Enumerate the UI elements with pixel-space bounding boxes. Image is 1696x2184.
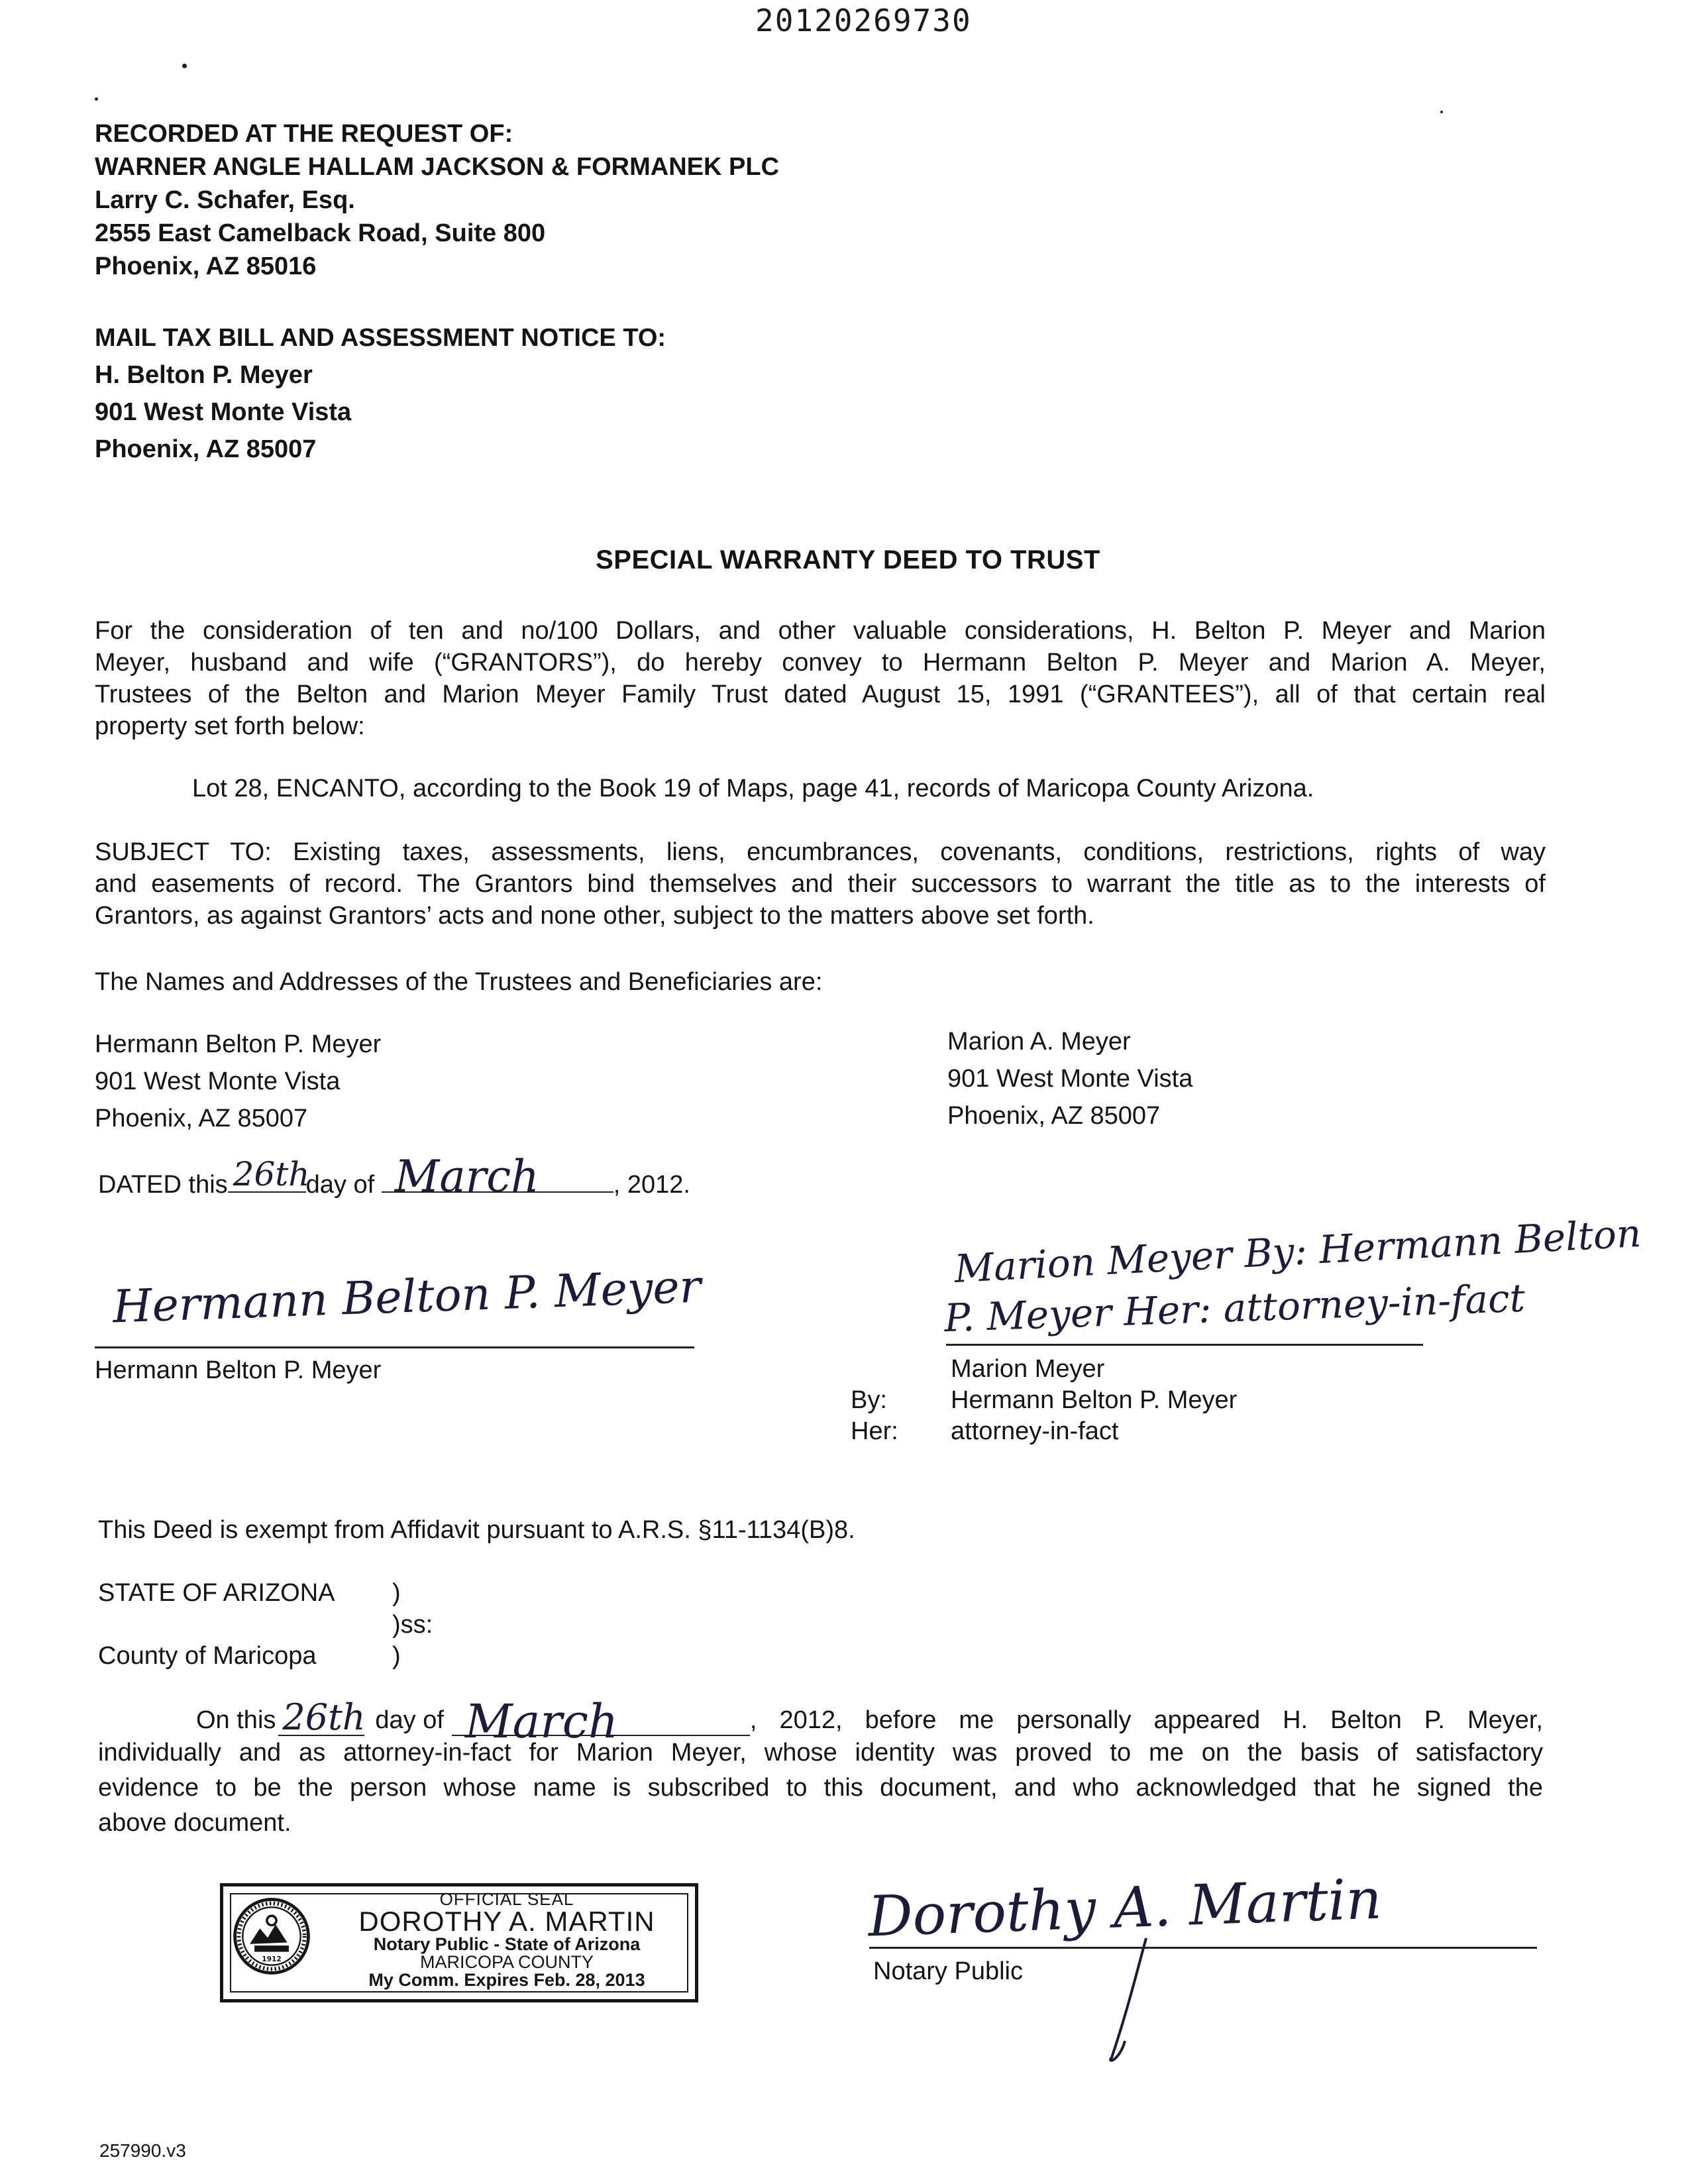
mail-tax-street: 901 West Monte Vista: [95, 398, 352, 426]
trustee-name: Marion A. Meyer: [947, 1028, 1131, 1056]
ack-day-of: day of: [375, 1706, 444, 1734]
ack-line: above document.: [98, 1809, 292, 1837]
mail-tax-heading: MAIL TAX BILL AND ASSESSMENT NOTICE TO:: [95, 324, 666, 352]
acknowledgment-line1: [196, 1694, 1543, 1749]
trustee-name: Hermann Belton P. Meyer: [95, 1030, 382, 1058]
scan-speck: [1440, 111, 1443, 113]
seal-line: MARICOPA COUNTY: [419, 1952, 594, 1972]
trustee-street: 901 West Monte Vista: [947, 1065, 1193, 1093]
footer-code: 257990.v3: [99, 2140, 186, 2161]
ack-line1-rest: , 2012, before me personally appeared H. Belton P. Meyer,: [749, 1706, 1543, 1734]
exempt-statement: This Deed is exempt from Affidavit pursuant to A.R.S. §11-1134(B)8.: [98, 1516, 855, 1544]
seal-line: Notary Public - State of Arizona: [373, 1934, 641, 1954]
notary-label: Notary Public: [873, 1957, 1023, 1985]
trustees-heading: The Names and Addresses of the Trustees and Beneficiaries are:: [95, 968, 823, 996]
document-number: 20120269730: [755, 3, 972, 38]
grantor2-label: Marion Meyer: [951, 1355, 1105, 1383]
recorded-request-heading: RECORDED AT THE REQUEST OF:: [95, 120, 513, 148]
acknowledgment-body: [98, 1735, 1543, 1841]
consideration-line: property set forth below:: [95, 712, 365, 740]
svg-text:1912: 1912: [262, 1954, 282, 1963]
subject-to-line: SUBJECT TO: Existing taxes, assessments, liens, encumbrances, covenants, conditions, restrictions, rights of way: [95, 838, 1546, 866]
dated-day-handwritten: 26th: [233, 1155, 310, 1193]
mail-tax-name: H. Belton P. Meyer: [95, 361, 313, 389]
grantor2-signature-line: [946, 1344, 1423, 1346]
scan-speck: [95, 97, 98, 101]
trustee-address: [95, 1026, 381, 1137]
trustee-city: Phoenix, AZ 85007: [947, 1102, 1161, 1130]
grantor1-label: Hermann Belton P. Meyer: [95, 1356, 382, 1384]
dated-line: [98, 1151, 690, 1202]
grantor1-signature: Hermann Belton P. Meyer: [111, 1260, 702, 1334]
consideration-line: Meyer, husband and wife (“GRANTORS”), do hereby convey to Hermann Belton P. Meyer and Marion A. Meyer,: [95, 649, 1546, 677]
subject-to-line: Grantors, as against Grantors’ acts and none other, subject to the matters above set forth.: [95, 902, 1094, 930]
grantor2-signature-line1: Marion Meyer By: Hermann Belton: [953, 1210, 1642, 1292]
trustee-address: [947, 1023, 1192, 1134]
deed-title: SPECIAL WARRANTY DEED TO TRUST: [596, 545, 1100, 574]
recorded-request-attorney: Larry C. Schafer, Esq.: [95, 186, 355, 214]
grantor1-signature-line: [95, 1346, 694, 1348]
her-label: Her:: [851, 1417, 898, 1445]
trustee-street: 901 West Monte Vista: [95, 1067, 341, 1095]
notary-signature-line: [869, 1947, 1537, 1949]
recorded-request-block: [95, 117, 779, 283]
recorded-request-street: 2555 East Camelback Road, Suite 800: [95, 219, 546, 247]
consideration-paragraph: [95, 615, 1546, 742]
by-label: By:: [851, 1386, 887, 1414]
notary-seal: [220, 1883, 698, 2002]
subject-to-paragraph: [95, 836, 1546, 932]
subject-to-line: and easements of record. The Grantors bind themselves and their successors to warrant the title as to the interests of: [95, 870, 1546, 898]
mail-tax-block: [95, 319, 666, 468]
venue-paren: ): [392, 1579, 401, 1607]
ack-line: evidence to be the person whose name is subscribed to this document, and who acknowledged that he signed the: [98, 1774, 1543, 1802]
venue-paren: ): [392, 1642, 401, 1670]
seal-notary-name: DOROTHY A. MARTIN: [358, 1906, 655, 1937]
consideration-line: Trustees of the Belton and Marion Meyer Family Trust dated August 15, 1991 (“GRANTEES”), all of that certain real: [95, 681, 1546, 708]
dated-month-handwritten: March: [394, 1151, 539, 1202]
recorded-request-firm: WARNER ANGLE HALLAM JACKSON & FORMANEK PLC: [95, 153, 780, 181]
ack-line: individually and as attorney-in-fact for Marion Meyer, whose identity was proved to me on the basis of satisfactory: [98, 1739, 1543, 1767]
venue-county: County of Maricopa: [98, 1642, 317, 1670]
arizona-seal-emblem-icon: [233, 1897, 311, 1975]
ack-month-handwritten: March: [464, 1694, 619, 1749]
seal-line: My Comm. Expires Feb. 28, 2013: [368, 1970, 645, 1990]
seal-line: OFFICIAL SEAL: [439, 1889, 574, 1909]
venue-ss: )ss:: [392, 1611, 433, 1639]
dated-prefix: DATED this: [98, 1171, 228, 1199]
ack-prefix: On this: [196, 1706, 276, 1734]
recorded-request-city: Phoenix, AZ 85016: [95, 252, 317, 280]
her-value: attorney-in-fact: [951, 1417, 1119, 1445]
consideration-line: For the consideration of ten and no/100 Dollars, and other valuable considerations, H. Belton P. Meyer and Marion: [95, 617, 1546, 645]
scan-speck: [182, 64, 187, 68]
notary-signature: Dorothy A. Martin: [867, 1866, 1383, 1949]
mail-tax-city: Phoenix, AZ 85007: [95, 435, 317, 463]
dated-suffix: , 2012.: [613, 1171, 690, 1199]
grantor2-signature-line2: P. Meyer Her: attorney-in-fact: [943, 1275, 1526, 1341]
ack-day-handwritten: 26th: [282, 1696, 366, 1738]
by-value: Hermann Belton P. Meyer: [951, 1386, 1238, 1414]
trustee-city: Phoenix, AZ 85007: [95, 1105, 308, 1132]
venue-state: STATE OF ARIZONA: [98, 1579, 335, 1607]
legal-description: Lot 28, ENCANTO, according to the Book 19 of Maps, page 41, records of Maricopa County Arizona.: [192, 775, 1314, 802]
dated-middle: day of: [305, 1171, 375, 1199]
notary-signature-flourish: [1100, 1935, 1159, 2067]
